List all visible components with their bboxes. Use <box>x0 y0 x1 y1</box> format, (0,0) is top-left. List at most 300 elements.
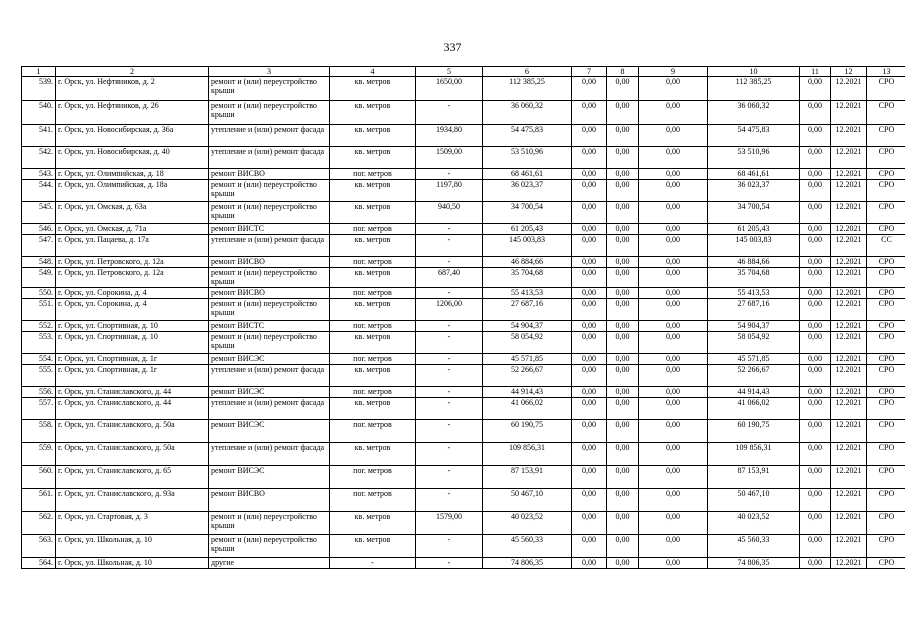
volume-cell: - <box>416 420 483 443</box>
period-cell: 12.2021 <box>831 512 867 535</box>
unit-cell: кв. метров <box>330 235 416 257</box>
cost-col8-cell: 0,00 <box>607 235 639 257</box>
cost-col11-cell: 0,00 <box>800 321 831 332</box>
cost-col8-cell: 0,00 <box>607 169 639 180</box>
total-cost-cell: 46 884,66 <box>483 257 572 268</box>
unit-cell: кв. метров <box>330 365 416 387</box>
unit-cell: кв. метров <box>330 512 416 535</box>
address-cell: г. Орск, ул. Олимпийская, д. 18а <box>56 180 209 202</box>
column-header: 12 <box>831 67 867 77</box>
cost-col9-cell: 0,00 <box>639 365 708 387</box>
cost-col7-cell: 0,00 <box>572 443 607 466</box>
cost-col9-cell: 0,00 <box>639 398 708 420</box>
table-row <box>22 169 905 180</box>
cost-col9-cell: 0,00 <box>639 489 708 512</box>
row-number: 551. <box>22 299 56 321</box>
table-row <box>22 387 905 398</box>
period-cell: 12.2021 <box>831 398 867 420</box>
cost-col8-cell: 0,00 <box>607 180 639 202</box>
table-row <box>22 512 905 535</box>
cost-col8-cell: 0,00 <box>607 321 639 332</box>
cost-col8-cell: 0,00 <box>607 420 639 443</box>
total-cost-cell: 44 914,43 <box>483 387 572 398</box>
cost-col8-cell: 0,00 <box>607 299 639 321</box>
cost-col10-cell: 40 023,52 <box>708 512 800 535</box>
volume-cell: - <box>416 354 483 365</box>
total-cost-cell: 58 054,92 <box>483 332 572 354</box>
row-number: 546. <box>22 224 56 235</box>
cost-col10-cell: 35 704,68 <box>708 268 800 288</box>
volume-cell: 940,50 <box>416 202 483 224</box>
work-type-cell: ремонт и (или) переустройство крыши <box>209 535 330 558</box>
cost-col10-cell: 54 475,83 <box>708 125 800 147</box>
method-cell: СРО <box>867 169 905 180</box>
unit-cell: пог. метров <box>330 224 416 235</box>
total-cost-cell: 60 190,75 <box>483 420 572 443</box>
volume-cell: - <box>416 443 483 466</box>
table-row <box>22 489 905 512</box>
address-cell: г. Орск, ул. Станиславского, д. 50а <box>56 420 209 443</box>
total-cost-cell: 54 475,83 <box>483 125 572 147</box>
work-type-cell: утепление и (или) ремонт фасада <box>209 235 330 257</box>
cost-col7-cell: 0,00 <box>572 321 607 332</box>
cost-col9-cell: 0,00 <box>639 268 708 288</box>
table-row <box>22 77 905 101</box>
cost-col9-cell: 0,00 <box>639 147 708 169</box>
work-type-cell: ремонт ВИСВО <box>209 169 330 180</box>
cost-col9-cell: 0,00 <box>639 420 708 443</box>
cost-col7-cell: 0,00 <box>572 535 607 558</box>
cost-col9-cell: 0,00 <box>639 235 708 257</box>
cost-col8-cell: 0,00 <box>607 332 639 354</box>
unit-cell: кв. метров <box>330 268 416 288</box>
cost-col11-cell: 0,00 <box>800 489 831 512</box>
unit-cell: пог. метров <box>330 169 416 180</box>
volume-cell: - <box>416 489 483 512</box>
cost-col7-cell: 0,00 <box>572 125 607 147</box>
address-cell: г. Орск, ул. Омская, д. 71а <box>56 224 209 235</box>
method-cell: СРО <box>867 147 905 169</box>
method-cell: СРО <box>867 299 905 321</box>
table-row <box>22 257 905 268</box>
address-cell: г. Орск, ул. Станиславского, д. 44 <box>56 387 209 398</box>
cost-col10-cell: 46 884,66 <box>708 257 800 268</box>
cost-col10-cell: 50 467,10 <box>708 489 800 512</box>
method-cell: СРО <box>867 321 905 332</box>
cost-col7-cell: 0,00 <box>572 180 607 202</box>
method-cell: СРО <box>867 101 905 125</box>
cost-col7-cell: 0,00 <box>572 77 607 101</box>
cost-col10-cell: 61 205,43 <box>708 224 800 235</box>
work-type-cell: ремонт ВИСЭС <box>209 466 330 489</box>
method-cell: СС <box>867 235 905 257</box>
volume-cell: - <box>416 257 483 268</box>
total-cost-cell: 41 066,02 <box>483 398 572 420</box>
cost-col8-cell: 0,00 <box>607 387 639 398</box>
address-cell: г. Орск, ул. Новосибирская, д. 36а <box>56 125 209 147</box>
volume-cell: - <box>416 169 483 180</box>
address-cell: г. Орск, ул. Нефтяников, д. 2 <box>56 77 209 101</box>
cost-col7-cell: 0,00 <box>572 268 607 288</box>
cost-col11-cell: 0,00 <box>800 257 831 268</box>
column-header: 8 <box>607 67 639 77</box>
period-cell: 12.2021 <box>831 235 867 257</box>
volume-cell: - <box>416 288 483 299</box>
cost-col8-cell: 0,00 <box>607 398 639 420</box>
volume-cell: 1579,00 <box>416 512 483 535</box>
method-cell: СРО <box>867 332 905 354</box>
total-cost-cell: 74 806,35 <box>483 558 572 569</box>
cost-col8-cell: 0,00 <box>607 512 639 535</box>
cost-col10-cell: 45 560,33 <box>708 535 800 558</box>
cost-col10-cell: 44 914,43 <box>708 387 800 398</box>
period-cell: 12.2021 <box>831 169 867 180</box>
cost-col10-cell: 52 266,67 <box>708 365 800 387</box>
total-cost-cell: 34 700,54 <box>483 202 572 224</box>
method-cell: СРО <box>867 443 905 466</box>
volume-cell: - <box>416 365 483 387</box>
address-cell: г. Орск, ул. Петровского, д. 12а <box>56 257 209 268</box>
period-cell: 12.2021 <box>831 268 867 288</box>
cost-col7-cell: 0,00 <box>572 398 607 420</box>
cost-col10-cell: 87 153,91 <box>708 466 800 489</box>
cost-col7-cell: 0,00 <box>572 512 607 535</box>
table-row <box>22 202 905 224</box>
cost-col10-cell: 60 190,75 <box>708 420 800 443</box>
cost-col9-cell: 0,00 <box>639 387 708 398</box>
cost-col11-cell: 0,00 <box>800 420 831 443</box>
total-cost-cell: 68 461,61 <box>483 169 572 180</box>
row-number: 556. <box>22 387 56 398</box>
row-number: 560. <box>22 466 56 489</box>
row-number: 550. <box>22 288 56 299</box>
cost-col8-cell: 0,00 <box>607 535 639 558</box>
table-row <box>22 332 905 354</box>
cost-col10-cell: 55 413,53 <box>708 288 800 299</box>
row-number: 541. <box>22 125 56 147</box>
cost-col9-cell: 0,00 <box>639 535 708 558</box>
method-cell: СРО <box>867 268 905 288</box>
cost-col11-cell: 0,00 <box>800 558 831 569</box>
cost-col10-cell: 68 461,61 <box>708 169 800 180</box>
unit-cell: пог. метров <box>330 288 416 299</box>
period-cell: 12.2021 <box>831 180 867 202</box>
work-type-cell: ремонт и (или) переустройство крыши <box>209 77 330 101</box>
cost-col7-cell: 0,00 <box>572 299 607 321</box>
unit-cell: кв. метров <box>330 77 416 101</box>
cost-col9-cell: 0,00 <box>639 77 708 101</box>
column-header: 9 <box>639 67 708 77</box>
column-header: 7 <box>572 67 607 77</box>
address-cell: г. Орск, ул. Нефтяников, д. 26 <box>56 101 209 125</box>
table-row <box>22 288 905 299</box>
address-cell: г. Орск, ул. Стартовая, д. 3 <box>56 512 209 535</box>
cost-col10-cell: 53 510,96 <box>708 147 800 169</box>
unit-cell: пог. метров <box>330 420 416 443</box>
cost-col8-cell: 0,00 <box>607 365 639 387</box>
work-type-cell: ремонт и (или) переустройство крыши <box>209 202 330 224</box>
cost-col7-cell: 0,00 <box>572 365 607 387</box>
row-number: 552. <box>22 321 56 332</box>
cost-col7-cell: 0,00 <box>572 558 607 569</box>
work-type-cell: утепление и (или) ремонт фасада <box>209 398 330 420</box>
method-cell: СРО <box>867 180 905 202</box>
cost-col10-cell: 58 054,92 <box>708 332 800 354</box>
period-cell: 12.2021 <box>831 558 867 569</box>
cost-col7-cell: 0,00 <box>572 489 607 512</box>
repair-registry-table <box>21 66 905 569</box>
period-cell: 12.2021 <box>831 147 867 169</box>
method-cell: СРО <box>867 420 905 443</box>
cost-col9-cell: 0,00 <box>639 202 708 224</box>
work-type-cell: ремонт ВИСЭС <box>209 354 330 365</box>
volume-cell: - <box>416 235 483 257</box>
volume-cell: 1206,00 <box>416 299 483 321</box>
column-header: 10 <box>708 67 800 77</box>
address-cell: г. Орск, ул. Спортивная, д. 10 <box>56 332 209 354</box>
volume-cell: - <box>416 387 483 398</box>
address-cell: г. Орск, ул. Новосибирская, д. 40 <box>56 147 209 169</box>
row-number: 557. <box>22 398 56 420</box>
table-row <box>22 235 905 257</box>
cost-col9-cell: 0,00 <box>639 512 708 535</box>
work-type-cell: утепление и (или) ремонт фасада <box>209 365 330 387</box>
cost-col8-cell: 0,00 <box>607 77 639 101</box>
address-cell: г. Орск, ул. Пацаева, д. 17а <box>56 235 209 257</box>
method-cell: СРО <box>867 354 905 365</box>
unit-cell: кв. метров <box>330 202 416 224</box>
work-type-cell: ремонт и (или) переустройство крыши <box>209 101 330 125</box>
cost-col7-cell: 0,00 <box>572 354 607 365</box>
cost-col10-cell: 74 806,35 <box>708 558 800 569</box>
cost-col11-cell: 0,00 <box>800 299 831 321</box>
page-number: 337 <box>443 40 462 54</box>
table-row <box>22 147 905 169</box>
cost-col8-cell: 0,00 <box>607 443 639 466</box>
column-number-row <box>22 67 905 77</box>
unit-cell: кв. метров <box>330 125 416 147</box>
column-header: 1 <box>22 67 56 77</box>
work-type-cell: ремонт и (или) переустройство крыши <box>209 512 330 535</box>
column-header: 6 <box>483 67 572 77</box>
cost-col9-cell: 0,00 <box>639 332 708 354</box>
volume-cell: - <box>416 558 483 569</box>
cost-col9-cell: 0,00 <box>639 299 708 321</box>
cost-col10-cell: 36 023,37 <box>708 180 800 202</box>
table-row <box>22 125 905 147</box>
row-number: 548. <box>22 257 56 268</box>
cost-col7-cell: 0,00 <box>572 387 607 398</box>
cost-col11-cell: 0,00 <box>800 535 831 558</box>
period-cell: 12.2021 <box>831 125 867 147</box>
address-cell: г. Орск, ул. Сорокина, д. 4 <box>56 288 209 299</box>
cost-col11-cell: 0,00 <box>800 332 831 354</box>
method-cell: СРО <box>867 365 905 387</box>
volume-cell: 1934,80 <box>416 125 483 147</box>
row-number: 545. <box>22 202 56 224</box>
cost-col9-cell: 0,00 <box>639 466 708 489</box>
table-row <box>22 443 905 466</box>
cost-col11-cell: 0,00 <box>800 512 831 535</box>
address-cell: г. Орск, ул. Петровского, д. 12а <box>56 268 209 288</box>
cost-col10-cell: 27 687,16 <box>708 299 800 321</box>
period-cell: 12.2021 <box>831 321 867 332</box>
cost-col10-cell: 54 904,37 <box>708 321 800 332</box>
cost-col7-cell: 0,00 <box>572 101 607 125</box>
period-cell: 12.2021 <box>831 77 867 101</box>
cost-col11-cell: 0,00 <box>800 235 831 257</box>
cost-col11-cell: 0,00 <box>800 398 831 420</box>
cost-col8-cell: 0,00 <box>607 202 639 224</box>
unit-cell: кв. метров <box>330 332 416 354</box>
work-type-cell: ремонт ВИСЭС <box>209 387 330 398</box>
row-number: 562. <box>22 512 56 535</box>
cost-col11-cell: 0,00 <box>800 169 831 180</box>
table-row <box>22 268 905 288</box>
total-cost-cell: 55 413,53 <box>483 288 572 299</box>
total-cost-cell: 40 023,52 <box>483 512 572 535</box>
method-cell: СРО <box>867 288 905 299</box>
total-cost-cell: 109 856,31 <box>483 443 572 466</box>
table-row <box>22 180 905 202</box>
table-row <box>22 535 905 558</box>
work-type-cell: утепление и (или) ремонт фасада <box>209 125 330 147</box>
volume-cell: - <box>416 535 483 558</box>
work-type-cell: ремонт ВИСЭС <box>209 420 330 443</box>
cost-col9-cell: 0,00 <box>639 180 708 202</box>
table-row <box>22 224 905 235</box>
volume-cell: - <box>416 466 483 489</box>
cost-col10-cell: 109 856,31 <box>708 443 800 466</box>
row-number: 553. <box>22 332 56 354</box>
cost-col9-cell: 0,00 <box>639 224 708 235</box>
cost-col10-cell: 41 066,02 <box>708 398 800 420</box>
table-row <box>22 558 905 569</box>
cost-col11-cell: 0,00 <box>800 365 831 387</box>
total-cost-cell: 53 510,96 <box>483 147 572 169</box>
unit-cell: кв. метров <box>330 443 416 466</box>
table-body <box>22 77 905 569</box>
total-cost-cell: 52 266,67 <box>483 365 572 387</box>
total-cost-cell: 61 205,43 <box>483 224 572 235</box>
cost-col11-cell: 0,00 <box>800 125 831 147</box>
cost-col9-cell: 0,00 <box>639 321 708 332</box>
table-row <box>22 420 905 443</box>
total-cost-cell: 35 704,68 <box>483 268 572 288</box>
column-header: 3 <box>209 67 330 77</box>
volume-cell: 1650,00 <box>416 77 483 101</box>
cost-col9-cell: 0,00 <box>639 443 708 466</box>
cost-col8-cell: 0,00 <box>607 257 639 268</box>
column-header: 4 <box>330 67 416 77</box>
column-header: 13 <box>867 67 905 77</box>
period-cell: 12.2021 <box>831 466 867 489</box>
volume-cell: 687,40 <box>416 268 483 288</box>
cost-col11-cell: 0,00 <box>800 147 831 169</box>
period-cell: 12.2021 <box>831 387 867 398</box>
cost-col10-cell: 145 003,83 <box>708 235 800 257</box>
period-cell: 12.2021 <box>831 101 867 125</box>
cost-col7-cell: 0,00 <box>572 288 607 299</box>
row-number: 561. <box>22 489 56 512</box>
address-cell: г. Орск, ул. Спортивная, д. 1г <box>56 365 209 387</box>
method-cell: СРО <box>867 125 905 147</box>
period-cell: 12.2021 <box>831 288 867 299</box>
unit-cell: пог. метров <box>330 257 416 268</box>
period-cell: 12.2021 <box>831 420 867 443</box>
period-cell: 12.2021 <box>831 489 867 512</box>
period-cell: 12.2021 <box>831 332 867 354</box>
cost-col8-cell: 0,00 <box>607 288 639 299</box>
cost-col10-cell: 36 060,32 <box>708 101 800 125</box>
cost-col9-cell: 0,00 <box>639 169 708 180</box>
row-number: 554. <box>22 354 56 365</box>
cost-col11-cell: 0,00 <box>800 180 831 202</box>
method-cell: СРО <box>867 387 905 398</box>
cost-col7-cell: 0,00 <box>572 202 607 224</box>
cost-col9-cell: 0,00 <box>639 257 708 268</box>
cost-col8-cell: 0,00 <box>607 125 639 147</box>
address-cell: г. Орск, ул. Олимпийская, д. 18 <box>56 169 209 180</box>
column-header: 2 <box>56 67 209 77</box>
unit-cell: кв. метров <box>330 299 416 321</box>
table-row <box>22 466 905 489</box>
cost-col7-cell: 0,00 <box>572 257 607 268</box>
volume-cell: - <box>416 101 483 125</box>
cost-col9-cell: 0,00 <box>639 101 708 125</box>
row-number: 558. <box>22 420 56 443</box>
cost-col11-cell: 0,00 <box>800 443 831 466</box>
method-cell: СРО <box>867 512 905 535</box>
work-type-cell: ремонт и (или) переустройство крыши <box>209 268 330 288</box>
cost-col7-cell: 0,00 <box>572 169 607 180</box>
work-type-cell: утепление и (или) ремонт фасада <box>209 443 330 466</box>
row-number: 555. <box>22 365 56 387</box>
total-cost-cell: 36 060,32 <box>483 101 572 125</box>
address-cell: г. Орск, ул. Станиславского, д. 93а <box>56 489 209 512</box>
total-cost-cell: 45 571,85 <box>483 354 572 365</box>
unit-cell: пог. метров <box>330 489 416 512</box>
method-cell: СРО <box>867 466 905 489</box>
volume-cell: 1509,00 <box>416 147 483 169</box>
row-number: 539. <box>22 77 56 101</box>
cost-col11-cell: 0,00 <box>800 387 831 398</box>
cost-col11-cell: 0,00 <box>800 354 831 365</box>
table-row <box>22 398 905 420</box>
unit-cell: пог. метров <box>330 387 416 398</box>
period-cell: 12.2021 <box>831 202 867 224</box>
table-row <box>22 101 905 125</box>
cost-col11-cell: 0,00 <box>800 101 831 125</box>
address-cell: г. Орск, ул. Спортивная, д. 1г <box>56 354 209 365</box>
work-type-cell: утепление и (или) ремонт фасада <box>209 147 330 169</box>
period-cell: 12.2021 <box>831 443 867 466</box>
period-cell: 12.2021 <box>831 535 867 558</box>
total-cost-cell: 36 023,37 <box>483 180 572 202</box>
cost-col8-cell: 0,00 <box>607 466 639 489</box>
cost-col10-cell: 112 385,25 <box>708 77 800 101</box>
total-cost-cell: 145 003,83 <box>483 235 572 257</box>
address-cell: г. Орск, ул. Школьная, д. 10 <box>56 558 209 569</box>
method-cell: СРО <box>867 535 905 558</box>
method-cell: СРО <box>867 558 905 569</box>
work-type-cell: ремонт ВИСТС <box>209 321 330 332</box>
work-type-cell: ремонт и (или) переустройство крыши <box>209 180 330 202</box>
unit-cell: кв. метров <box>330 535 416 558</box>
work-type-cell: ремонт и (или) переустройство крыши <box>209 332 330 354</box>
volume-cell: - <box>416 224 483 235</box>
row-number: 544. <box>22 180 56 202</box>
